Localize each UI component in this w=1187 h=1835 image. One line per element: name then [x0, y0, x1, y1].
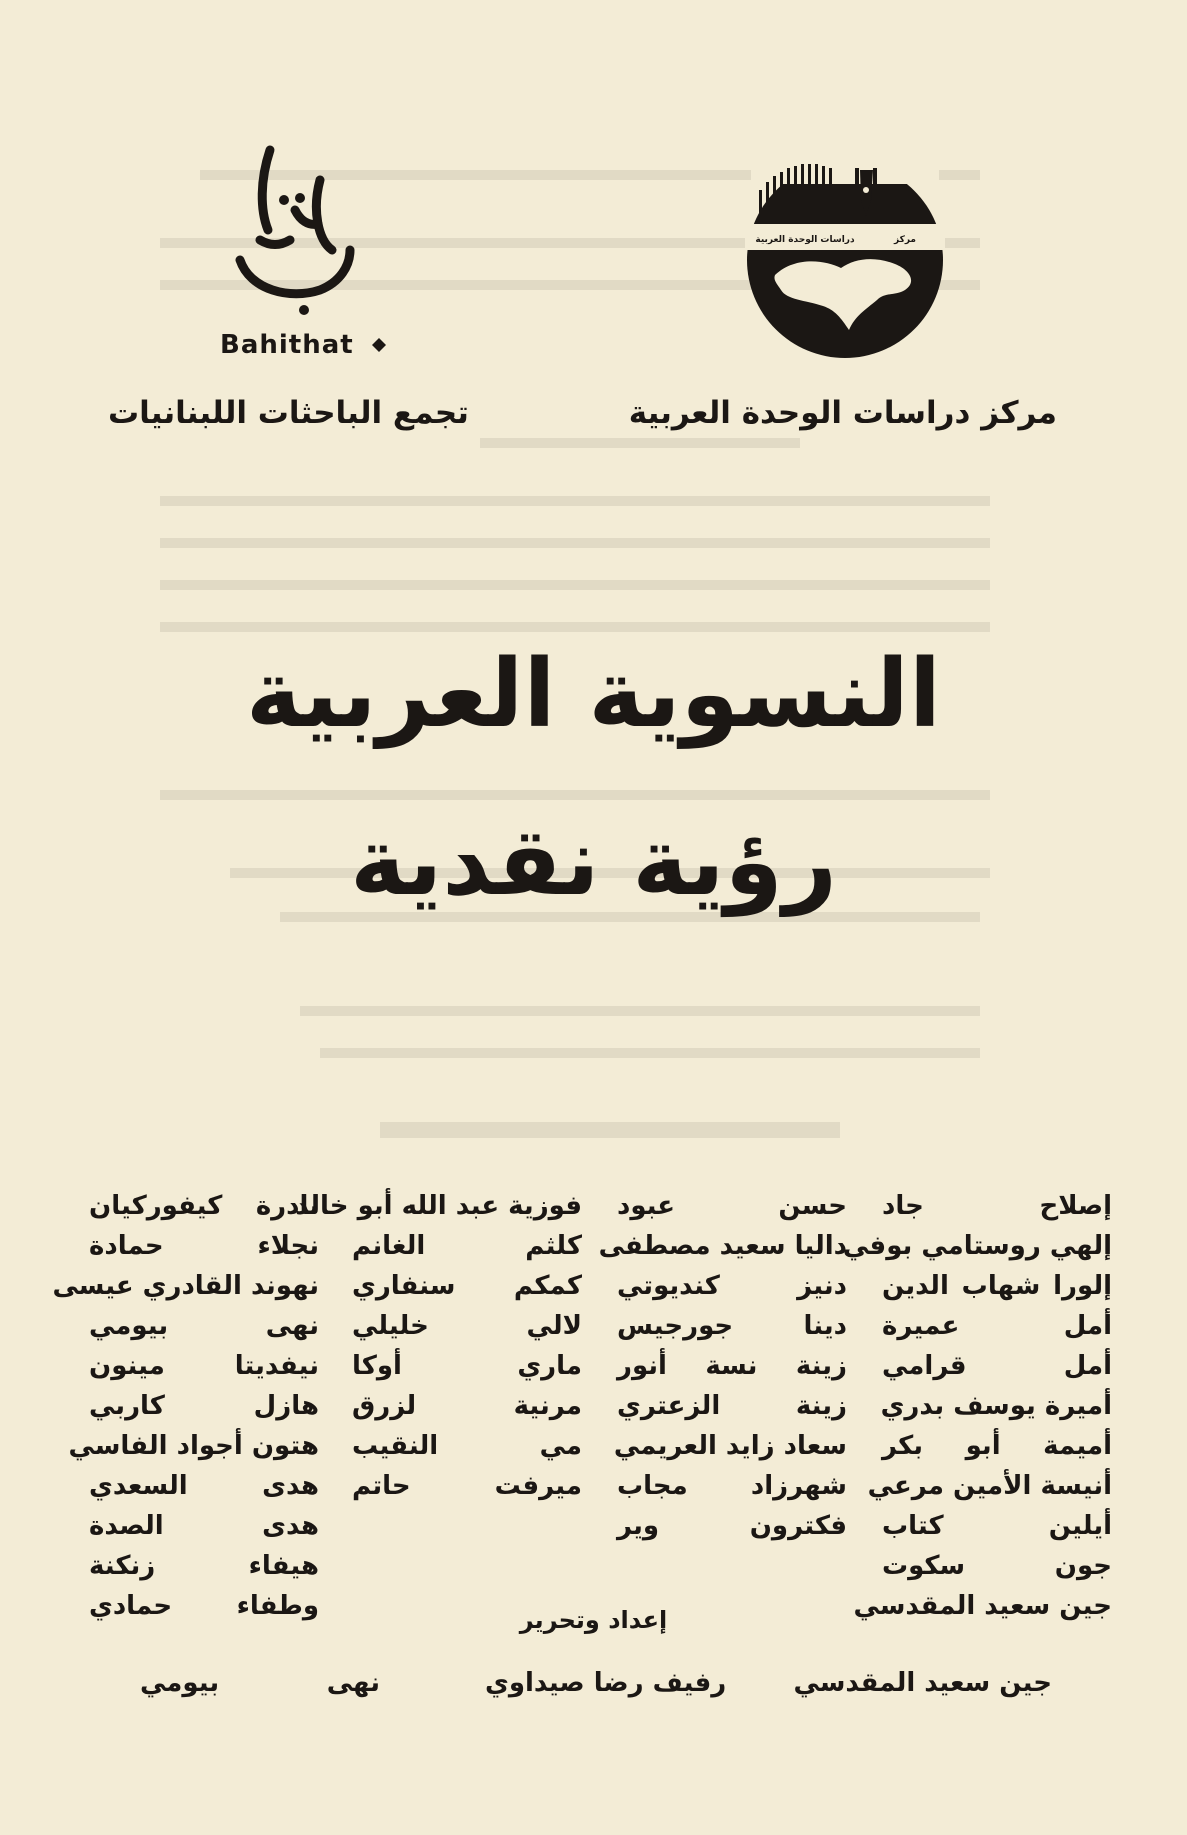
- author-name: إلورا شهاب الدين: [882, 1271, 1112, 1301]
- author-name: داليا سعيد مصطفى: [598, 1231, 847, 1261]
- author-name: جين سعيد المقدسي: [853, 1591, 1112, 1621]
- author-name: لالي خليلي: [352, 1311, 582, 1341]
- svg-text:دراسات الوحدة العربية: دراسات الوحدة العربية: [755, 235, 855, 245]
- bahithat-logo: [200, 140, 390, 365]
- author-name: كمكم سنفاري: [352, 1271, 582, 1301]
- bahithat-calligraphy-icon: [200, 140, 390, 330]
- author-name: هيفاء زنكنة: [89, 1551, 319, 1581]
- editor-name: جين سعيد المقدسي: [793, 1668, 1052, 1698]
- book-title: النسوية العربية: [245, 640, 942, 749]
- author-name: إصلاح جاد: [882, 1191, 1112, 1221]
- author-name: نهى بيومي: [89, 1311, 319, 1341]
- author-name: فكترون وير: [617, 1511, 847, 1541]
- svg-text:مركز: مركز: [893, 235, 917, 245]
- author-name: إلهي روستامي بوفي: [842, 1231, 1112, 1261]
- author-name: زينة نسة أنور: [617, 1351, 847, 1381]
- publisher-arab-unity-studies: مركز دراسات الوحدة العربية: [628, 395, 1057, 431]
- editor-name: رفيف رضا صيداوي: [485, 1668, 727, 1698]
- author-name: أميرة يوسف بدري: [880, 1391, 1112, 1421]
- author-name: مي النقيب: [352, 1431, 582, 1461]
- author-name: أنيسة الأمين مرعي: [867, 1471, 1112, 1501]
- author-name: مرنية لزرق: [352, 1391, 582, 1421]
- author-name: شهرزاد مجاب: [617, 1471, 847, 1501]
- author-name: هازل كاربي: [89, 1391, 319, 1421]
- author-name: كلثم الغانم: [352, 1231, 582, 1261]
- author-name: نادرة كيفوركيان: [89, 1191, 319, 1221]
- author-name: نهوند القادري عيسى: [52, 1271, 319, 1301]
- author-name: سعاد زايد العريمي: [613, 1431, 847, 1461]
- author-name: أمل قرامي: [882, 1351, 1112, 1381]
- publisher-bahithat: تجمع الباحثات اللبنانيات: [108, 395, 469, 431]
- author-name: زينة الزعتري: [617, 1391, 847, 1421]
- author-name: ميرفت حاتم: [352, 1471, 582, 1501]
- authors-column-2: [598, 1186, 847, 1546]
- author-name: أميمة أبو بكر: [882, 1431, 1112, 1461]
- author-name: ماري أوكا: [352, 1351, 582, 1381]
- editor-name: نهى بيومي: [140, 1668, 380, 1698]
- author-name: أمل عميرة: [882, 1311, 1112, 1341]
- author-name: هدى الصدة: [89, 1511, 319, 1541]
- book-subtitle: رؤية نقدية: [349, 808, 838, 917]
- author-name: وطفاء حمادي: [89, 1591, 319, 1621]
- author-name: هتون أجواد الفاسي: [68, 1431, 319, 1461]
- editors-label: إعداد وتحرير: [519, 1606, 668, 1634]
- diamond-icon: [372, 338, 386, 352]
- bahithat-latin-name: Bahithat: [220, 330, 354, 360]
- author-name: جون سكوت: [882, 1551, 1112, 1581]
- arab-unity-studies-logo: [745, 160, 945, 360]
- authors-column-1: [842, 1186, 1112, 1626]
- author-name: دنيز كنديوتي: [617, 1271, 847, 1301]
- author-name: نجلاء حمادة: [89, 1231, 319, 1261]
- author-name: أيلين كتاب: [882, 1511, 1112, 1541]
- author-name: دينا جورجيس: [617, 1311, 847, 1341]
- author-name: نيفديتا مينون: [89, 1351, 319, 1381]
- author-name: فوزية عبد الله أبو خالد: [295, 1191, 582, 1221]
- author-name: هدى السعدي: [89, 1471, 319, 1501]
- author-name: حسن عبود: [617, 1191, 847, 1221]
- authors-column-4: [52, 1186, 319, 1626]
- authors-column-3: [295, 1186, 582, 1506]
